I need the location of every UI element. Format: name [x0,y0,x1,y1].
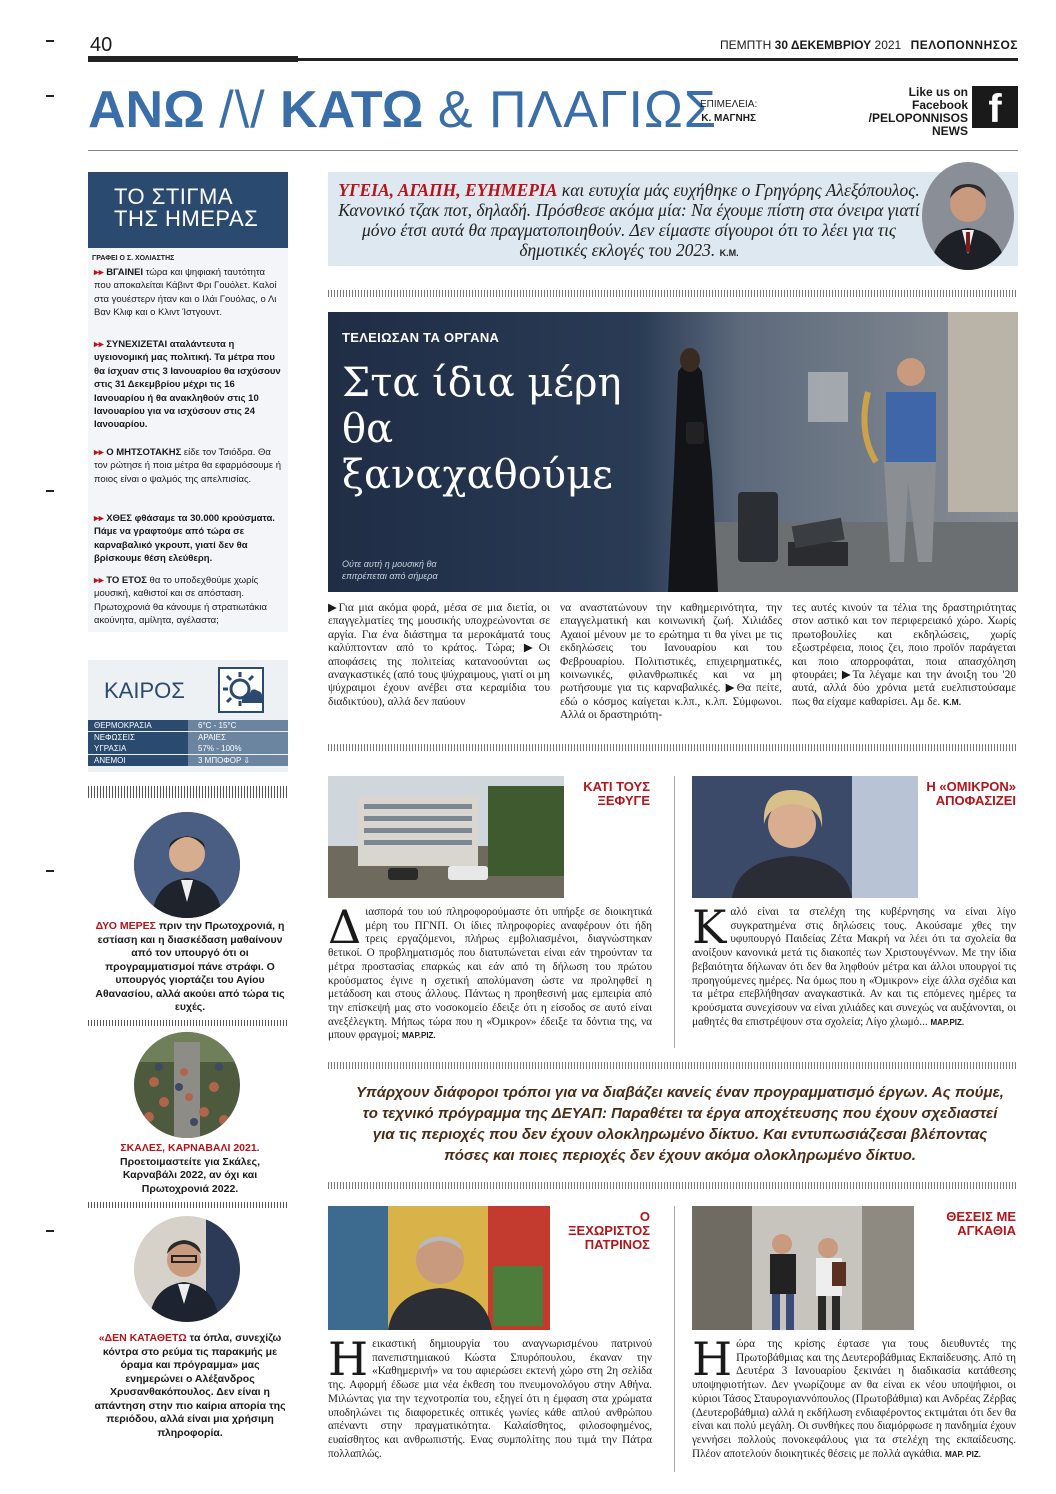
decorative-hatch [328,744,1018,751]
dateline [720,38,1018,52]
arrow-icon: ▸▸ [94,447,107,458]
caption-text: Προετοιμαστείτε για Σκάλες, Καρναβάλι 2022, αν όχι και Πρωτοχρονιά 2022. [119,1155,261,1195]
masthead-plagios: & ΠΛΑΓΙΩΣ [437,81,718,139]
stigma-item-text: είδε τον Τσιόδρα. Θα τον ρώτησε ή ποια μέτρα θα εφαρμόσουμε ή ποιος είναι ο ψαλμός της απελπισίας. [94,447,282,485]
article-d-text [692,1332,1016,1461]
fb-line2: Facebook [911,98,968,112]
weather-key: ΥΓΡΑΣΙΑ [88,743,188,754]
stigma-item-lead: ΣΥΝΕΧΙΖΕΤΑΙ [106,339,168,350]
article-d-heading [920,1210,1016,1238]
feature-kicker: ΤΕΛΕΙΩΣΑΝ ΤΑ ΟΡΓΑΝΑ [342,330,500,345]
masthead-ano: ΑΝΩ [88,81,205,139]
quote-signature: Κ.Μ. [719,248,739,258]
facebook-icon[interactable]: f [972,86,1018,128]
article-a-text [328,900,652,1043]
stigma-item-text: αταλάντευτα η υγειονομική μας πολιτική. Τα μέτρα που θα ίσχυαν στις 3 Ιανουαρίου θα ισχύσουν στις 31 Δεκεμβρίου μέχρι τις 16 Ιανουαρίου ή θα ανακληθούν στις 10 Ιανουαρίου για να ισχύσουν στις 24 Ιανουαρίου. [94,339,281,431]
minister-photo [134,812,240,918]
dateline-day: ΠΕΜΠΤΗ [719,38,772,52]
masthead [88,80,717,140]
article-b-text [692,900,1016,1029]
margin-mark [46,490,54,492]
stigma-writer: ΓΡΑΦΕΙ Ο Σ. ΧΟΛΙΑΣΤΗΣ [92,255,175,262]
deyap-quote: Υπάρχουν διάφοροι τρόποι για να διαβάζει κανείς έναν προγραμματισμό έργων. Ας πούμε, το τεχνικό πρόγραμμα της ΔΕΥΑΠ: Παραθέτει τα έργα αποχέτευσης που έχουν σχεδιαστεί για τις περιοχές που δεν έχουν ολοκληρωμένο δίκτυο. Και εντυπωσιάζεσαι βλέποντας πόσες και ποιες περιοχές δεν έχουν ακόμα ολοκληρωμένο δίκτυο. [356,1084,1004,1164]
article-b-signature: ΜΑΡ.ΡΙΖ. [930,1017,965,1027]
article-d-heading-line1: ΘΕΣΕΙΣ ΜΕ [946,1209,1016,1224]
feature-column-3-text: τες αυτές κινούν τα τέλια της δραστηριότητας στον αστικό και τον περιφερειακό χώρο. Χωρίς πρωτοβουλίες και εκδηλώσεις, χωρίς εξωστρέφεια, ποιος ζει, ποιο προϊόν παράγεται και ποιο απορροφάται, ποια απασχόληση φτουράει; ▶Τα λέγαμε και την άνοιξη του '20 αυτά, αλλά δύο χρόνια μετά ευελπιστούσαμε πως θα είχαμε καθαρίσει. Αμ δε. [792,602,1016,708]
alexopoulos-photo [922,162,1014,270]
feature-caption-line2: επιτρέπεται από σήμερα [342,571,438,581]
caption-text: πριν την Πρωτοχρονιά, η εστίαση και η διασκέδαση μαθαίνουν από τον υπουργό ότι οι προγραμματισμοί πάνε στράφι. Ο υπουργός γιορτάζει του Αγίου Αθανασίου, αλλά ακούει από τώρα τις ευχές. [95,920,285,1013]
dateline-date: 30 ΔΕΚΕΜΒΡΙΟΥ [774,38,872,52]
column-rule [674,1206,675,1472]
stigma-item [94,574,284,628]
arrow-icon: ▸▸ [94,339,107,350]
quote-body: και ευτυχία μάς ευχήθηκε ο Γρηγόρης Αλεξόπουλος. Κανονικό τζακ ποτ, δηλαδή. Πρόσθεσε ακόμα μία: Να έχουμε πίστη στα όνειρα γιατί μόνο έτσι αυτά θα πραγματοποιηθούν. Δεν είμαστε σίγουροι ότι το λέει για τις δημοτικές εκλογές του 2023. [338,180,920,260]
paper-name: ΠΕΛΟΠΟΝΝΗΣΟΣ [910,38,1018,52]
page-number: 40 [90,34,113,56]
article-c-text [328,1332,652,1461]
masthead-divider: /\/ [219,81,266,139]
stigma-item [94,512,284,566]
stigma-title-line1: ΤΟ ΣΤΙΓΜΑ [114,184,234,209]
weather-key: ΘΕΡΜΟΚΡΑΣΙΑ [88,720,188,731]
feature-signature: Κ.Μ. [943,696,962,707]
arrow-icon: ▸▸ [94,575,107,586]
stigma-title-line2: ΤΗΣ ΗΜΕΡΑΣ [114,206,259,231]
weather-key: ΑΝΕΜΟΙ [88,755,188,766]
weather-table [88,720,288,766]
weather-title: ΚΑΙΡΟΣ [104,678,185,703]
spyropoulos-photo [328,1206,550,1330]
caption-lead: «ΔΕΝ ΚΑΤΑΘΕΤΩ [98,1332,187,1344]
article-b-dropcap: Κ [692,900,727,954]
margin-mark [46,870,54,872]
decorative-stripe [88,1202,288,1208]
weather-value: 6°C - 15°C [188,720,288,731]
stigma-item [94,266,284,320]
article-d-signature: ΜΑΡ. ΡΙΖ. [945,1449,981,1459]
article-b-body: αλό είναι τα στελέχη της κυβέρνησης να είναι λίγο συγκρατημένα στις δηλώσεις τους. Ακούσαμε χθες την υφυπουργό Παιδείας Ζέτα Μακρή να λέει ότι τα σχολεία θα ανοίξουν κανονικά μετά τις διακοπές των Χριστουγέννων. Με την ίδια βεβαιότητα δήλωναν ότι δεν θα ληφθούν μέτρα και άλλοι υπουργοί τις προηγούμενες ημέρες. Να όμως που η «Όμικρον» είχε άλλα σχέδια και τα μέτρα επεβλήθησαν αναγκαστικά. Αν και τις επόμενες ημέρες τα κρούσματα συνεχίσουν να είναι χιλιάδες και συνεχώς να αυξάνονται, οι μαθητές θα επιστρέψουν στα σχολεία; Λίγο χλωμό... [692,906,1016,1028]
masthead-kato: ΚΑΤΩ [280,81,424,139]
decorative-hatch [328,290,1018,297]
article-b-heading-line2: ΑΠΟΦΑΣΙΖΕΙ [935,793,1016,808]
stigma-item [94,338,284,432]
article-c-dropcap: Η [328,1332,369,1386]
weather-row [88,732,288,743]
article-a-dropcap: Δ [328,900,362,954]
feature-column-2: να αναστατώνουν την καθημερινότητα, την επαγγελματική και κοινωνική ζωή. Χιλιάδες Αχαιοί μένουν με το ερώτημα τι θα γίνει με τις εκδηλώσεις του Ιανουαρίου και του Φεβρουαρίου. Πολιτιστικές, επιχειρηματικές, κοινωνικές, φιλανθρωπικές και να μη ρωτήσουμε για τις καρναβαλικές. ▶Θα πείτε, εδώ ο κόσμος καίγεται κ.λπ., κ.λπ. Σύμφωνοι. Αλλά οι δραστηριότη- [560,602,782,722]
article-a-heading [570,780,650,808]
weather-key: ΝΕΦΩΣΕΙΣ [88,732,188,743]
quote-lead: ΥΓΕΙΑ, ΑΓΑΠΗ, ΕΥΗΜΕΡΙΑ [338,180,558,200]
article-c-heading [556,1210,650,1252]
weather-value: 57% - 100% [188,743,288,754]
decorative-hatch [328,1062,1018,1069]
article-a-body: ιασπορά του ιού πληροφορούμαστε ότι υπήρξε σε διοικητικά μέρη του ΠΓΝΠ. Οι ίδιες πληροφορίες αναφέρουν ότι ήδη τρεις εργαζόμενοι, πλήρως εμβολιασμένοι, διαγνώστηκαν θετικοί. Ο προβληματισμός που διατυπώνεται είναι εάν τηρούνταν τα μέτρα προστασίας επαρκώς και εάν από τη δήλωση του πρώτου κρούσματος έγινε η σχετική απολύμανση ώστε να προληφθεί η μετάδοση και στους άλλους. Πάντως η προηθεσινή μας εμπειρία από την επίσκεψή μας στο νοσοκομείο έδειξε ότι η είσοδος σε αυτό είναι ανεξέλεγκτη. Μήπως τώρα που η «Όμικρον» έδειξε τα δόντια της, να μπουν φραγμοί; [328,906,652,1042]
article-c-heading-line2: ΠΑΤΡΙΝΟΣ [584,1237,650,1252]
weather-row [88,743,288,754]
stigma-item-text: τώρα και ψηφιακή ταυτότητα που αποκαλείται Κάβιντ Φρι Γουόλετ. Καλοί στα γουέστερν ήταν και ο Ιλάι Γουόλας, ο Λι Βαν Κλιφ και ο Κλιντ Ίστγουντ. [94,267,277,319]
weather-value: ΑΡΑΙΕΣ [188,732,288,743]
weather-row [88,720,288,731]
article-a-signature: ΜΑΡ.ΡΙΖ. [402,1031,436,1041]
stigma-item-lead: ΧΘΕΣ [106,513,132,524]
students-photo [692,1206,914,1330]
caption-carnival [92,1142,288,1196]
article-b-heading [920,780,1016,808]
article-d-body: ώρα της κρίσης έφτασε για τους διευθυντές της Πρωτοβάθμιας και της Δευτεροβάθμιας Εκπαίδευσης. Από τη Δευτέρα 3 Ιανουαρίου ξεκινάει η διαδικασία κατάθεσης υποψηφιοτήτων. Δεν γνωρίζουμε αν θα είναι εκ νέου υποψήφιοι, οι κύριοι Τάσος Σταυρογιαννόπουλος (Πρωτοβάθμια) και Ανδρέας Ζέρβας (Δευτεροβάθμια) αλλά η εκδήλωση ενδιαφέροντος εκτιμάται ότι δεν θα είναι και πολύ μεγάλη. Οι συνθήκες που διαμόρφωσε η πανδημία έχουν γεννήσει πολλούς πονοκεφάλους για τα στελέχη της εκπαίδευσης. Πλέον αποτελούν διοικητικές θέσεις με πολλά αγκάθια. [692,1338,1016,1460]
caption-chrysanthakopoulos [92,1332,288,1440]
editor-label: ΕΠΙΜΕΛΕΙΑ: [700,99,758,110]
header-rule [88,150,1018,151]
quote-text [334,180,924,263]
stigma-item-lead: Ο ΜΗΤΣΟΤΑΚΗΣ [106,447,182,458]
article-d-heading-line2: ΑΓΚΑΘΙΑ [957,1223,1016,1238]
article-c-body: εικαστική δημιουργία του αναγνωρισμένου πατρινού πανεπιστημιακού Κώστα Σπυρόπουλου, έκαναν την «Καθημερινή» να του αφιερώσει εκτενή χώρο στη 2η σελίδα της. Αφορμή έδωσε μια νέα έκθεση του πνευμονολόγου στην Αθήνα. Μιλώντας για την τεχνοτροπία του, εξηγεί ότι η έμφαση στα χρώματα υποδηλώνει τις διαφορετικές οπτικές γωνίες κάθε απλού ανθρώπου απέναντι στην πραγματικότητα. Καλαίσθητος, φιλοσοφημένος, ευαίσθητος και ανθρωπιστής. Ενας συμπολίτης που τιμά την Πάτρα πολλαπλώς. [328,1338,652,1460]
article-a-heading-line2: ΞΕΦΥΓΕ [597,793,650,808]
decorative-stripe [88,786,288,798]
arrow-icon: ▸▸ [94,267,107,278]
decorative-hatch [328,1182,1018,1189]
feature-caption-line1: Ούτε αυτή η μουσική θα [342,559,437,569]
arrow-icon: ▸▸ [94,513,107,524]
margin-mark [46,40,54,42]
stigma-item-lead: ΒΓΑΙΝΕΙ [106,267,144,278]
sun-cloud-icon [218,667,264,713]
feature-title: Στα ίδια μέρη θα ξαναχαθούμε [342,360,622,498]
caption-lead: ΣΚΑΛΕΣ, ΚΑΡΝΑΒΑΛΙ 2021. [120,1142,260,1154]
chrysanthakopoulos-photo [134,1216,240,1322]
weather-row [88,755,288,766]
facebook-promo[interactable] [840,86,968,138]
dateline-year: 2021 [874,38,902,52]
article-d-dropcap: Η [692,1332,733,1386]
editor-name: Κ. ΜΑΓΝΗΣ [701,113,757,124]
fb-line3: /PELOPONNISOS NEWS [868,111,968,138]
column-rule [674,776,675,1048]
stigma-title [114,186,258,230]
carnival-stairs-photo [134,1032,240,1138]
margin-mark [46,1230,54,1232]
decorative-stripe [88,1020,288,1026]
article-c-heading-line1: Ο ΞΕΧΩΡΙΣΤΟΣ [568,1209,650,1238]
editor-credit [700,98,757,126]
top-rule-thick [88,56,298,62]
stigma-item [94,446,284,486]
feature-column-3 [792,602,1016,709]
hospital-photo [328,776,564,898]
stigma-title-box [88,172,288,248]
feature-caption [342,558,438,582]
caption-lead: ΔΥΟ ΜΕΡΕΣ [95,920,156,932]
makri-photo [692,776,918,898]
feature-column-1: ▶Για μια ακόμα φορά, μέσα σε μια διετία, οι επαγγελματίες της μουσικής υποχρεώνονται σε αργία. Για ένα διάστημα τα μεροκάματά τους καλύπτονταν από το κράτος. Τώρα; ▶Οι αποφάσεις της πολιτείας κατανοούνται ως αναγκαστικές (από τους ψύχραιμους, γιατί οι μη ψύχραιμοι έχουν ανέβει στα κεραμίδια του διαδικτύου), αλλά δεν παύουν [328,602,550,708]
article-a-heading-line1: ΚΑΤΙ ΤΟΥΣ [583,779,650,794]
caption-minister [92,920,288,1015]
stigma-item-text: θα το υποδεχθούμε χωρίς μουσική, καθιστοί και σε απόσταση. Πρωτοχρονιά θα κάνουμε ή στρατιωτάκια ακούνητα, αμίλητα, αγέλαστα; [94,575,268,627]
fb-line1: Like us on [908,85,968,99]
article-b-heading-line1: Η «ΟΜΙΚΡΟΝ» [926,779,1016,794]
stigma-item-text: φθάσαμε τα 30.000 κρούσματα. Πάμε να γραφτούμε από τώρα σε καρναβαλικό γκρουπ, γιατί δεν θα βρίσκουμε θέση ελεύθερη. [94,513,275,565]
weather-value: 3 ΜΠΟΦΟΡ ⇩ [188,755,288,766]
margin-mark [46,95,54,97]
caption-text: τα όπλα, συνεχίζω κόντρα στο ρεύμα τις παρακμής με όραμα και πρόγραμμα» μας ενημερώνει ο Αλέξανδρος Χρυσανθακόπουλος. Δεν είναι η απάντηση στην πιο καίρια απορία της περιόδου, αλλά είναι μια χρήσιμη πληροφορία. [94,1332,286,1439]
stigma-item-lead: ΤΟ ΕΤΟΣ [106,575,147,586]
